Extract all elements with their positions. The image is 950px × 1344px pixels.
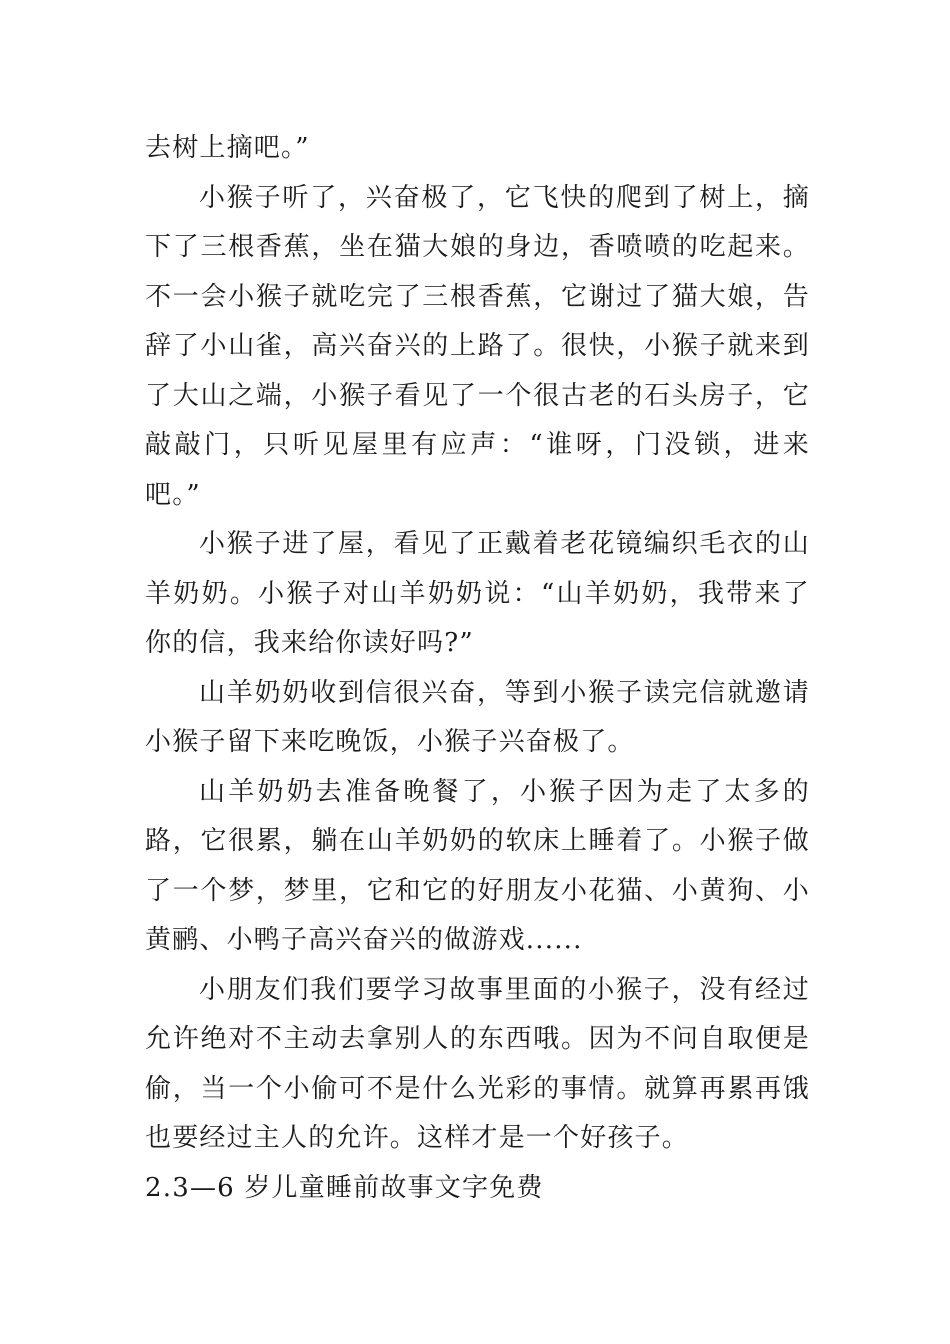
paragraph-dream: 山羊奶奶去准备晚餐了，小猴子因为走了太多的路，它很累，躺在山羊奶奶的软床上睡着了。小猴子做了一个梦，梦里，它和它的好朋友小花猫、小黄狗、小黄鹂、小鸭子高兴奋兴的做游戏...... (145, 776, 810, 955)
section-heading: 2.3—6 岁儿童睡前故事文字免费 (145, 1172, 544, 1203)
document-body (145, 124, 810, 1213)
paragraph-monkey-visit: 小猴子听了，兴奋极了，它飞快的爬到了树上，摘下了三根香蕉，坐在猫大娘的身边，香喷喷的吃起来。不一会小猴子就吃完了三根香蕉，它谢过了猫大娘，告辞了小山雀，高兴奋兴的上路了。很快，小猴子就来到了大山之端，小猴子看见了一个很古老的石头房子，它敲敲门，只听见屋里有应声：“谁呀，门没锁，进来吧。” (145, 182, 810, 510)
paragraph-goat-grandma: 小猴子进了屋，看见了正戴着老花镜编织毛衣的山羊奶奶。小猴子对山羊奶奶说：“山羊奶奶，我带来了你的信，我来给你读好吗?” (145, 529, 810, 658)
paragraph-continuation: 去树上摘吧。” (145, 133, 310, 163)
paragraph-moral: 小朋友们我们要学习故事里面的小猴子，没有经过允许绝对不主动去拿别人的东西哦。因为不问自取便是偷，当一个小偷可不是什么光彩的事情。就算再累再饿也要经过主人的允许。这样才是一个好孩子。 (145, 974, 810, 1153)
paragraph-dinner-invite: 山羊奶奶收到信很兴奋，等到小猴子读完信就邀请小猴子留下来吃晚饭，小猴子兴奋极了。 (145, 677, 810, 757)
